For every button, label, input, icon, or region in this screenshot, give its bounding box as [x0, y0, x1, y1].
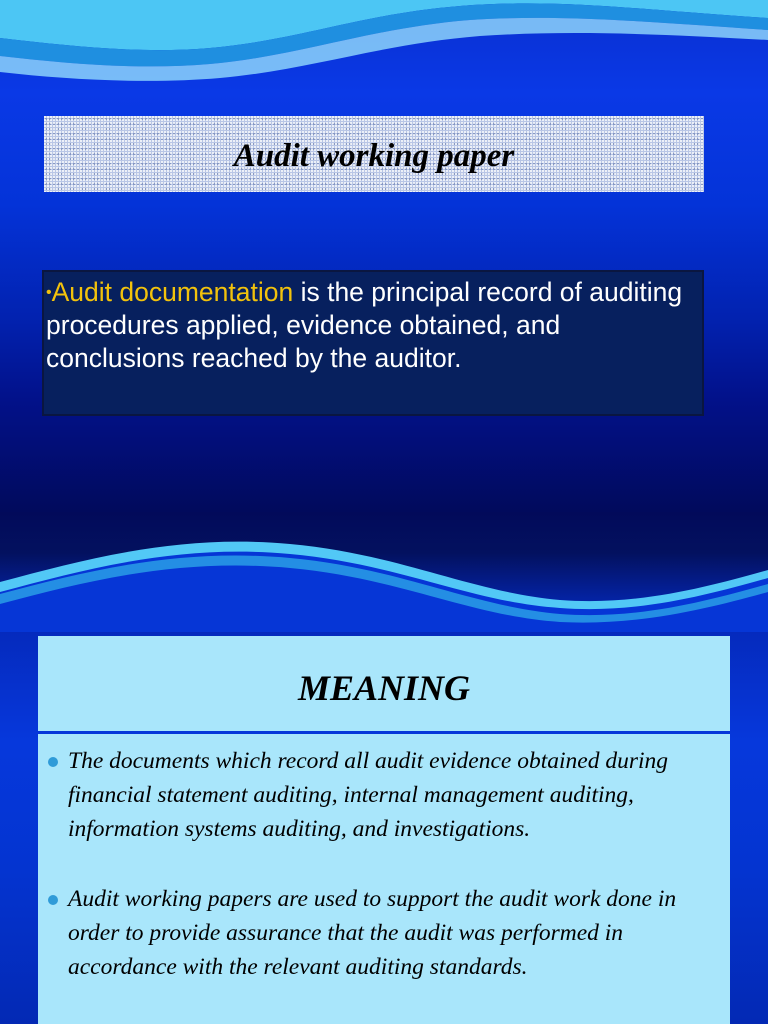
list-item	[48, 744, 722, 846]
definition-box	[42, 270, 704, 416]
slide-title: Audit working paper	[233, 137, 515, 174]
bullet-icon	[48, 895, 58, 905]
list-item-text: The documents which record all audit evidence obtained during financial statement auditing, internal management auditing, information systems auditing, and investigations.	[68, 748, 669, 842]
list-item	[48, 882, 722, 984]
meaning-header	[38, 636, 730, 731]
meaning-title: MEANING	[297, 667, 471, 708]
wave-decoration	[0, 512, 768, 632]
meaning-content	[38, 734, 730, 1024]
title-banner	[44, 116, 704, 192]
definition-text: is the principal record of auditing procedures applied, evidence obtained, and conclusions reached by the auditor.	[46, 277, 683, 373]
bullet-icon	[48, 757, 58, 767]
definition-term: Audit documentation	[51, 277, 294, 307]
bullet-icon: •	[46, 284, 52, 301]
wave-decoration	[0, 0, 768, 110]
list-item-text: Audit working papers are used to support the audit work done in order to provide assurance that the audit was performed in accordance with the relevant auditing standards.	[68, 886, 677, 980]
